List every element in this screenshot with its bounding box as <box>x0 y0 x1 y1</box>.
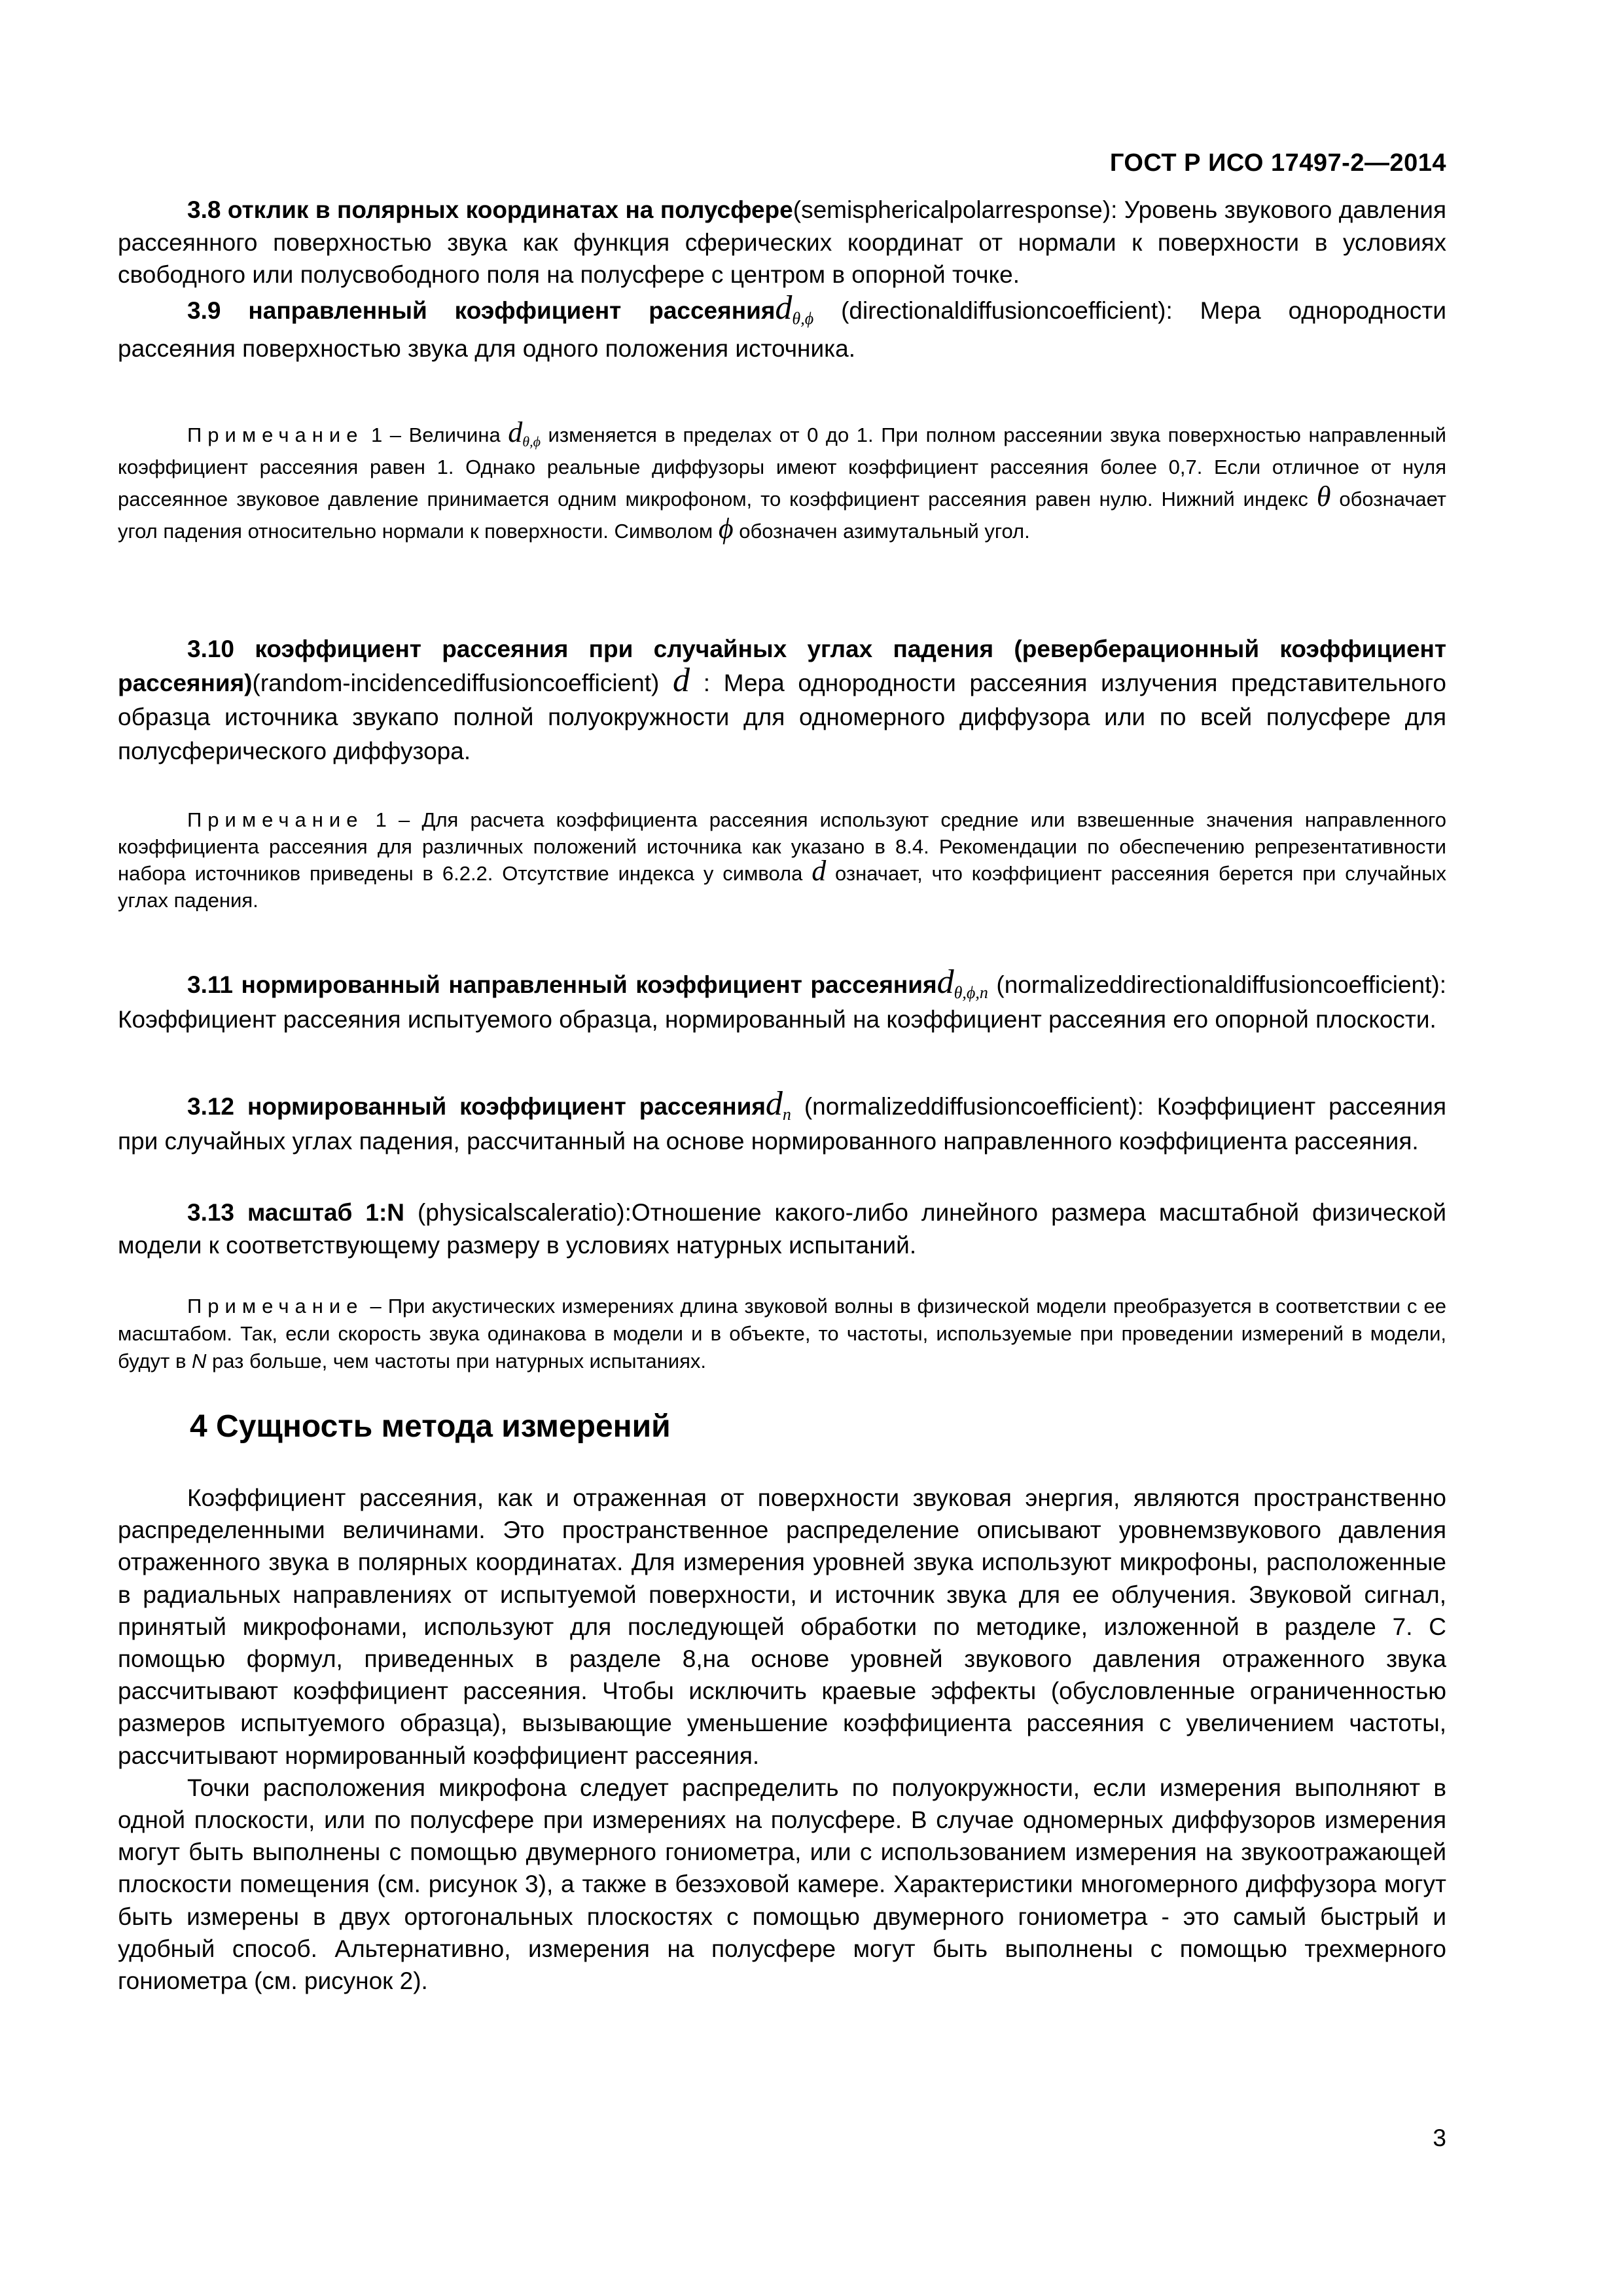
term-definition: Коэффициент рассеяния испытуемого образца, нормированный на коэффициент рассеяния его опорной плоскости. <box>118 1006 1436 1033</box>
symbol-d-n: $d_n$ <box>765 1085 791 1124</box>
note-3-10 <box>118 806 1446 914</box>
section-4-body <box>118 1482 1446 1997</box>
term-3-9-paragraph <box>118 289 1447 368</box>
term-3-13-paragraph <box>118 1196 1446 1261</box>
document-id-header: ГОСТ Р ИСО 17497-2—2014 <box>1109 149 1446 177</box>
term-english: (semisphericalpolarresponse): <box>793 196 1118 223</box>
symbol-phi: ϕ <box>718 512 734 545</box>
symbol-n: N <box>192 1350 207 1372</box>
term-title: нормированный коэффициент рассеяния <box>247 1093 766 1120</box>
term-title: масштаб 1:N <box>247 1199 404 1226</box>
note-paragraph: Примечание – При акустических измерениях длина звуковой волны в физической модели преобразуется в соответствии с ее масштабом. Так, если скорость звука одинакова в модели и в объекте, то частоты, используемые при проведении измерений в модели, будут в N раз больше, чем частоты при натурных испытаниях. <box>118 1295 1446 1372</box>
term-english: (normalizeddiffusioncoefficient): <box>791 1093 1144 1120</box>
symbol-d-theta-phi: $d_{\theta,\phi}$ <box>775 289 814 328</box>
term-3-12-paragraph <box>118 1085 1446 1158</box>
term-3-11 <box>118 963 1447 1037</box>
term-number: 3.11 <box>187 971 233 998</box>
term-3-11-paragraph <box>118 963 1447 1037</box>
term-title: направленный коэффициент рассеяния <box>248 297 776 324</box>
term-definition: Мера однородности рассеяния поверхностью звука для одного положения источника. <box>118 297 1447 362</box>
symbol-d: d <box>673 662 690 699</box>
term-definition: Уровень звукового давления рассеянного поверхностью звука как функция сферических координат от нормали к поверхности в условиях свободного или полусвободного поля на полусфере с центром в опорной точке. <box>118 196 1447 288</box>
section-4-heading: 4 Сущность метода измерений <box>190 1409 671 1444</box>
note-label: Примечание <box>187 423 364 446</box>
term-number: 3.10 <box>187 636 235 662</box>
term-title: коэффициент рассеяния при случайных углах падения (реверберационный коэффициент рассеяния) <box>118 636 1447 696</box>
term-number: 3.8 <box>187 196 221 223</box>
section-4-paragraph-1: Коэффициент рассеяния, как и отраженная от поверхности звуковая энергия, являются пространственно распределенными величинами. Это пространственное распределение описывают уровнемзвукового давления отраженного звука в полярных координатах. Для измерения уровней звука используют микрофоны, расположенные в радиальных направлениях от испытуемой поверхности, и источник звука для ее облучения. Звуковой сигнал, принятый микрофонами, используют для последующей обработки по методике, изложенной в разделе 7. С помощью формул, приведенных в разделе 8,на основе уровней звукового давления отраженного звука рассчитывают коэффициент рассеяния. Чтобы исключить краевые эффекты (обусловленные ограниченностью размеров испытуемого образца), вызывающие уменьшение коэффициента рассеяния с увеличением частоты, рассчитывают нормированный коэффициент рассеяния. <box>118 1484 1446 1769</box>
note-3-9 <box>118 416 1446 547</box>
term-3-12 <box>118 1085 1446 1158</box>
term-definition: Коэффициент рассеяния при случайных углах падения, рассчитанный на основе нормированного направленного коэффициента рассеяния. <box>118 1093 1446 1155</box>
symbol-theta: θ <box>1316 480 1331 512</box>
term-title: отклик в полярных координатах на полусфере <box>227 196 793 223</box>
note-label: Примечание <box>187 1295 364 1318</box>
term-english: (physicalscaleratio): <box>404 1199 632 1226</box>
term-3-8-paragraph <box>118 194 1446 291</box>
term-3-10-paragraph <box>118 632 1446 768</box>
term-english: (normalizeddirectionaldiffusioncoefficient): <box>988 971 1447 998</box>
symbol-d-theta-phi: $d_{\theta,\phi}$ <box>508 416 541 450</box>
term-english: (random-incidencediffusioncoefficient) <box>252 670 673 696</box>
term-english: (directionaldiffusioncoefficient): <box>813 297 1173 324</box>
term-3-8 <box>118 194 1446 291</box>
term-3-13 <box>118 1196 1446 1261</box>
term-title: нормированный направленный коэффициент рассеяния <box>241 971 937 998</box>
note-3-13 <box>118 1293 1446 1375</box>
note-paragraph: Примечание 1 – Для расчета коэффициента рассеяния используют средние или взвешенные значения направленного коэффициента рассеяния для различных положений источника как указано в 8.4. Рекомендации по обеспечению репрезентативности набора источников приведены в 6.2.2. Отсутствие индекса у символа d означает, что коэффициент рассеяния берется при случайных углах падения. <box>118 808 1446 912</box>
note-label: Примечание <box>187 808 364 831</box>
term-number: 3.12 <box>187 1093 235 1120</box>
section-4-paragraph-2: Точки расположения микрофона следует распределить по полуокружности, если измерения выполняют в одной плоскости, или по полусфере при измерениях на полусфере. В случае одномерных диффузоров измерения могут быть выполнены с помощью двумерного гониометра, или с использованием измерения на звукоотражающей плоскости помещения (см. рисунок 3), а также в безэховой камере. Характеристики многомерного диффузора могут быть измерены в двух ортогональных плоскостях с помощью двумерного гониометра - это самый быстрый и удобный способ. Альтернативно, измерения на полусфере могут быть выполнены с помощью трехмерного гониометра (см. рисунок 2). <box>118 1774 1446 1995</box>
term-3-10 <box>118 632 1446 768</box>
note-paragraph: Примечание 1 – Величина $d_{\theta,\phi}$ изменяется в пределах от 0 до 1. При полном рассеянии звука поверхностью направленный коэффициент рассеяния равен 1. Однако реальные диффузоры имеют коэффициент рассеяния более 0,7. Если отличное от нуля рассеянное звуковое давление принимается одним микрофоном, то коэффициент рассеяния равен нулю. Нижний индекс θ обозначает угол падения относительно нормали к поверхности. Символом ϕ обозначен азимутальный угол. <box>118 416 1446 545</box>
term-definition: Отношение какого-либо линейного размера масштабной физической модели к соответствующему размеру в условиях натурных испытаний. <box>118 1199 1446 1259</box>
symbol-d: d <box>812 855 827 887</box>
page-number: 3 <box>1433 2125 1446 2151</box>
term-definition: : Мера однородности рассеяния излучения представительного образца источника звукапо полной полуокружности для одномерного диффузора или по всей полусфере для полусферического диффузора. <box>118 670 1446 764</box>
symbol-d-theta-phi-n: $d_{\theta,\phi,n}$ <box>936 963 988 1002</box>
term-3-9 <box>118 289 1447 368</box>
term-number: 3.9 <box>187 297 221 324</box>
term-number: 3.13 <box>187 1199 235 1226</box>
